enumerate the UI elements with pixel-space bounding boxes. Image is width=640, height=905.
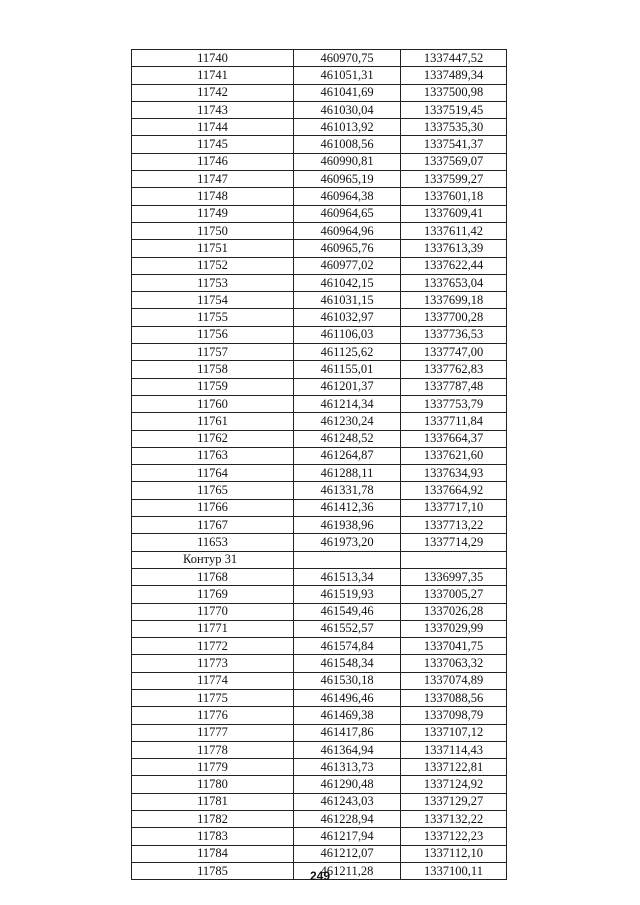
point-number-cell: 11782	[132, 811, 294, 828]
table-row	[132, 638, 507, 655]
point-number-cell: 11754	[132, 292, 294, 309]
table-row	[132, 378, 507, 395]
point-number-cell: 11781	[132, 793, 294, 810]
y-coordinate-cell: 1337713,22	[401, 517, 507, 534]
y-coordinate-cell: 1337500,98	[401, 84, 507, 101]
point-number-cell: 11743	[132, 101, 294, 118]
point-number-cell: 11784	[132, 845, 294, 862]
table-row	[132, 724, 507, 741]
x-coordinate-cell: 461041,69	[294, 84, 401, 101]
y-coordinate-cell: 1337519,45	[401, 101, 507, 118]
section-row	[132, 551, 507, 568]
y-coordinate-cell: 1337601,18	[401, 188, 507, 205]
x-coordinate-cell: 461469,38	[294, 707, 401, 724]
table-row	[132, 465, 507, 482]
table-row	[132, 395, 507, 412]
x-coordinate-cell: 460990,81	[294, 153, 401, 170]
point-number-cell: 11785	[132, 862, 294, 879]
table-row	[132, 344, 507, 361]
x-coordinate-cell: 461211,28	[294, 862, 401, 879]
y-coordinate-cell: 1337787,48	[401, 378, 507, 395]
point-number-cell: 11752	[132, 257, 294, 274]
y-coordinate-cell: 1337107,12	[401, 724, 507, 741]
y-coordinate-cell: 1337717,10	[401, 499, 507, 516]
table-row	[132, 84, 507, 101]
x-coordinate-cell: 461513,34	[294, 568, 401, 585]
point-number-cell: 11780	[132, 776, 294, 793]
x-coordinate-cell: 460965,19	[294, 171, 401, 188]
y-coordinate-cell: 1337747,00	[401, 344, 507, 361]
x-coordinate-cell: 460970,75	[294, 50, 401, 67]
y-coordinate-cell: 1336997,35	[401, 568, 507, 585]
x-coordinate-cell: 461031,15	[294, 292, 401, 309]
table-row	[132, 793, 507, 810]
x-coordinate-cell: 461364,94	[294, 741, 401, 758]
y-coordinate-cell: 1337132,22	[401, 811, 507, 828]
x-coordinate-cell: 461214,34	[294, 395, 401, 412]
x-coordinate-cell: 461548,34	[294, 655, 401, 672]
y-coordinate-cell: 1337613,39	[401, 240, 507, 257]
x-coordinate-cell: 461264,87	[294, 447, 401, 464]
point-number-cell: 11749	[132, 205, 294, 222]
y-coordinate-cell: 1337029,99	[401, 620, 507, 637]
x-coordinate-cell: 461552,57	[294, 620, 401, 637]
table-row	[132, 188, 507, 205]
x-coordinate-cell: 461217,94	[294, 828, 401, 845]
table-row	[132, 811, 507, 828]
point-number-cell: 11769	[132, 586, 294, 603]
x-coordinate-cell: 461530,18	[294, 672, 401, 689]
y-coordinate-cell: 1337753,79	[401, 395, 507, 412]
table-row	[132, 309, 507, 326]
x-coordinate-cell: 461549,46	[294, 603, 401, 620]
y-coordinate-cell: 1337026,28	[401, 603, 507, 620]
table-row	[132, 568, 507, 585]
point-number-cell: 11770	[132, 603, 294, 620]
x-coordinate-cell: 461938,96	[294, 517, 401, 534]
y-coordinate-cell: 1337569,07	[401, 153, 507, 170]
point-number-cell: 11783	[132, 828, 294, 845]
table-row	[132, 517, 507, 534]
x-coordinate-cell: 461574,84	[294, 638, 401, 655]
point-number-cell: 11756	[132, 326, 294, 343]
point-number-cell: 11767	[132, 517, 294, 534]
y-coordinate-cell: 1337122,23	[401, 828, 507, 845]
x-coordinate-cell: 461032,97	[294, 309, 401, 326]
point-number-cell: 11761	[132, 413, 294, 430]
y-coordinate-cell: 1337611,42	[401, 222, 507, 239]
point-number-cell: 11763	[132, 447, 294, 464]
y-coordinate-cell: 1337063,32	[401, 655, 507, 672]
point-number-cell: 11779	[132, 759, 294, 776]
y-coordinate-cell	[401, 551, 507, 568]
y-coordinate-cell: 1337664,37	[401, 430, 507, 447]
y-coordinate-cell: 1337122,81	[401, 759, 507, 776]
coordinate-table-body	[132, 50, 507, 880]
y-coordinate-cell: 1337088,56	[401, 689, 507, 706]
point-number-cell: 11741	[132, 67, 294, 84]
y-coordinate-cell: 1337541,37	[401, 136, 507, 153]
point-number-cell: 11747	[132, 171, 294, 188]
point-number-cell: 11759	[132, 378, 294, 395]
table-row	[132, 257, 507, 274]
x-coordinate-cell: 461496,46	[294, 689, 401, 706]
x-coordinate-cell: 461288,11	[294, 465, 401, 482]
point-number-cell: 11764	[132, 465, 294, 482]
table-row	[132, 741, 507, 758]
point-number-cell: 11777	[132, 724, 294, 741]
x-coordinate-cell: 461212,07	[294, 845, 401, 862]
table-row	[132, 274, 507, 291]
point-number-cell: 11773	[132, 655, 294, 672]
y-coordinate-cell: 1337711,84	[401, 413, 507, 430]
table-row	[132, 67, 507, 84]
table-row	[132, 171, 507, 188]
table-row	[132, 672, 507, 689]
x-coordinate-cell: 461155,01	[294, 361, 401, 378]
table-row	[132, 689, 507, 706]
point-number-cell: 11742	[132, 84, 294, 101]
x-coordinate-cell: 460977,02	[294, 257, 401, 274]
x-coordinate-cell: 461331,78	[294, 482, 401, 499]
table-row	[132, 326, 507, 343]
x-coordinate-cell: 461248,52	[294, 430, 401, 447]
point-number-cell: 11751	[132, 240, 294, 257]
y-coordinate-cell: 1337129,27	[401, 793, 507, 810]
table-row	[132, 361, 507, 378]
table-row	[132, 240, 507, 257]
y-coordinate-cell: 1337699,18	[401, 292, 507, 309]
x-coordinate-cell: 460964,38	[294, 188, 401, 205]
y-coordinate-cell: 1337041,75	[401, 638, 507, 655]
x-coordinate-cell: 461125,62	[294, 344, 401, 361]
table-row	[132, 153, 507, 170]
x-coordinate-cell	[294, 551, 401, 568]
table-row	[132, 101, 507, 118]
y-coordinate-cell: 1337599,27	[401, 171, 507, 188]
table-row	[132, 620, 507, 637]
point-number-cell: 11765	[132, 482, 294, 499]
y-coordinate-cell: 1337098,79	[401, 707, 507, 724]
table-row	[132, 603, 507, 620]
point-number-cell: 11653	[132, 534, 294, 551]
point-number-cell: 11762	[132, 430, 294, 447]
y-coordinate-cell: 1337124,92	[401, 776, 507, 793]
y-coordinate-cell: 1337736,53	[401, 326, 507, 343]
y-coordinate-cell: 1337100,11	[401, 862, 507, 879]
point-number-cell: 11746	[132, 153, 294, 170]
y-coordinate-cell: 1337535,30	[401, 119, 507, 136]
page-number: 249	[309, 869, 331, 883]
y-coordinate-cell: 1337653,04	[401, 274, 507, 291]
point-number-cell: 11755	[132, 309, 294, 326]
point-number-cell: 11750	[132, 222, 294, 239]
point-number-cell: 11745	[132, 136, 294, 153]
x-coordinate-cell: 461008,56	[294, 136, 401, 153]
point-number-cell: 11768	[132, 568, 294, 585]
point-number-cell: 11744	[132, 119, 294, 136]
x-coordinate-cell: 461228,94	[294, 811, 401, 828]
table-row	[132, 482, 507, 499]
table-row	[132, 776, 507, 793]
table-row	[132, 655, 507, 672]
table-row	[132, 119, 507, 136]
point-number-cell: 11757	[132, 344, 294, 361]
point-number-cell: 11748	[132, 188, 294, 205]
x-coordinate-cell: 461290,48	[294, 776, 401, 793]
y-coordinate-cell: 1337762,83	[401, 361, 507, 378]
x-coordinate-cell: 461013,92	[294, 119, 401, 136]
table-row	[132, 447, 507, 464]
point-number-cell: 11774	[132, 672, 294, 689]
y-coordinate-cell: 1337664,92	[401, 482, 507, 499]
y-coordinate-cell: 1337609,41	[401, 205, 507, 222]
x-coordinate-cell: 461412,36	[294, 499, 401, 516]
point-number-cell: 11772	[132, 638, 294, 655]
x-coordinate-cell: 461417,86	[294, 724, 401, 741]
table-row	[132, 292, 507, 309]
table-row	[132, 136, 507, 153]
x-coordinate-cell: 461201,37	[294, 378, 401, 395]
table-row	[132, 205, 507, 222]
x-coordinate-cell: 460964,96	[294, 222, 401, 239]
x-coordinate-cell: 461519,93	[294, 586, 401, 603]
y-coordinate-cell: 1337112,10	[401, 845, 507, 862]
y-coordinate-cell: 1337074,89	[401, 672, 507, 689]
point-number-cell: 11778	[132, 741, 294, 758]
coordinate-table	[131, 49, 507, 880]
point-number-cell: Контур 31	[132, 551, 294, 568]
table-row	[132, 828, 507, 845]
point-number-cell: 11776	[132, 707, 294, 724]
y-coordinate-cell: 1337114,43	[401, 741, 507, 758]
table-row	[132, 759, 507, 776]
table-row	[132, 430, 507, 447]
x-coordinate-cell: 461106,03	[294, 326, 401, 343]
y-coordinate-cell: 1337621,60	[401, 447, 507, 464]
point-number-cell: 11758	[132, 361, 294, 378]
x-coordinate-cell: 461313,73	[294, 759, 401, 776]
y-coordinate-cell: 1337489,34	[401, 67, 507, 84]
x-coordinate-cell: 461230,24	[294, 413, 401, 430]
x-coordinate-cell: 461042,15	[294, 274, 401, 291]
point-number-cell: 11753	[132, 274, 294, 291]
table-row	[132, 50, 507, 67]
point-number-cell: 11766	[132, 499, 294, 516]
y-coordinate-cell: 1337700,28	[401, 309, 507, 326]
table-row	[132, 845, 507, 862]
table-row	[132, 707, 507, 724]
x-coordinate-cell: 461973,20	[294, 534, 401, 551]
table-row	[132, 222, 507, 239]
x-coordinate-cell: 461051,31	[294, 67, 401, 84]
x-coordinate-cell: 461243,03	[294, 793, 401, 810]
y-coordinate-cell: 1337714,29	[401, 534, 507, 551]
y-coordinate-cell: 1337634,93	[401, 465, 507, 482]
x-coordinate-cell: 460965,76	[294, 240, 401, 257]
table-row	[132, 586, 507, 603]
y-coordinate-cell: 1337447,52	[401, 50, 507, 67]
y-coordinate-cell: 1337005,27	[401, 586, 507, 603]
point-number-cell: 11760	[132, 395, 294, 412]
point-number-cell: 11740	[132, 50, 294, 67]
x-coordinate-cell: 460964,65	[294, 205, 401, 222]
x-coordinate-cell: 461030,04	[294, 101, 401, 118]
point-number-cell: 11771	[132, 620, 294, 637]
table-row	[132, 499, 507, 516]
y-coordinate-cell: 1337622,44	[401, 257, 507, 274]
point-number-cell: 11775	[132, 689, 294, 706]
table-row	[132, 534, 507, 551]
table-row	[132, 413, 507, 430]
